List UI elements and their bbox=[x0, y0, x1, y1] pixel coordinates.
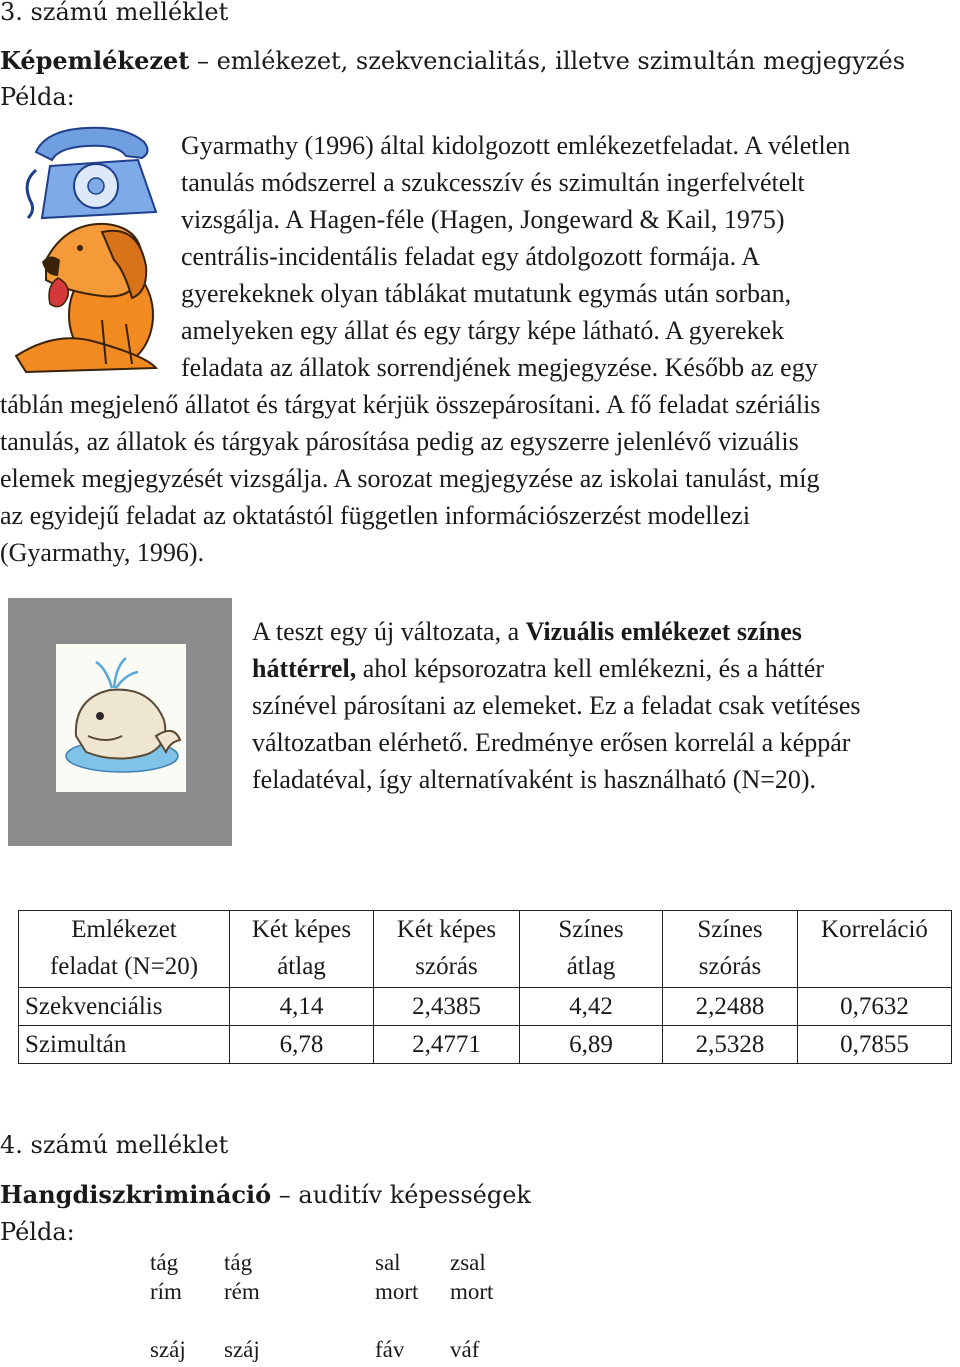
appendix4-title-rest: – auditív képességek bbox=[271, 1181, 531, 1209]
telephone-and-dog-illustration bbox=[6, 120, 176, 378]
para1-line-11: az egyidejű feladat az oktatástól független információszerzést modellezi bbox=[0, 501, 751, 530]
table-cell: 4,42 bbox=[520, 988, 663, 1026]
table-cell: 0,7855 bbox=[798, 1026, 952, 1064]
word-cell: rém bbox=[224, 1279, 260, 1304]
appendix4-title-bold: Hangdiszkrimináció bbox=[0, 1180, 272, 1209]
para2-line2-rest: ahol képsorozatra kell emlékezni, és a háttér bbox=[356, 654, 824, 683]
word-cell: fáv bbox=[375, 1337, 405, 1362]
word-cell: száj bbox=[150, 1337, 186, 1362]
appendix3-para1-wrapped bbox=[181, 127, 850, 386]
para1-line-3: vizsgálja. A Hagen-féle (Hagen, Jongeward & Kail, 1975) bbox=[181, 205, 785, 234]
table-header-row bbox=[19, 911, 952, 988]
table-row bbox=[19, 988, 952, 1026]
para1-line-10: elemek megjegyzését vizsgálja. A sorozat megjegyzése az iskolai tanulást, míg bbox=[0, 464, 820, 493]
word-cell: rím bbox=[150, 1279, 182, 1304]
dog-icon bbox=[16, 224, 156, 372]
word-cell: váf bbox=[450, 1337, 480, 1362]
appendix3-para2 bbox=[252, 613, 861, 798]
appendix3-title-bold: Képemlékezet bbox=[0, 46, 190, 75]
appendix4-example-label: Példa: bbox=[0, 1218, 75, 1246]
appendix3-example-label: Példa: bbox=[0, 83, 75, 111]
para1-line-2: tanulás módszerrel a szukcesszív és szimultán ingerfelvételt bbox=[181, 168, 805, 197]
word-cell: száj bbox=[224, 1337, 260, 1362]
table-cell: Szekvenciális bbox=[19, 988, 230, 1026]
para1-line-7: feladata az állatok sorrendjének megjegyzése. Később az egy bbox=[181, 353, 818, 382]
table-cell: 2,4771 bbox=[374, 1026, 520, 1064]
para1-line-12: (Gyarmathy, 1996). bbox=[0, 538, 205, 567]
para2-line2-bold: háttérrel, bbox=[252, 654, 357, 683]
para2-line-4: változatban elérhető. Eredménye erősen korrelál a képpár bbox=[252, 728, 851, 757]
table-header-cell: Két képes átlag bbox=[230, 911, 374, 988]
para1-line-4: centrális-incidentális feladat egy átdolgozott formája. A bbox=[181, 242, 761, 271]
para1-line-8: táblán megjelenő állatot és tárgyat kérjük összepárosítani. A fő feladat szériális bbox=[0, 390, 821, 419]
whale-illustration bbox=[56, 644, 186, 792]
table-cell: 0,7632 bbox=[798, 988, 952, 1026]
word-cell: tág bbox=[150, 1250, 179, 1275]
word-cell: zsal bbox=[450, 1250, 486, 1275]
para2-line1-pre: A teszt egy új változata, a bbox=[252, 617, 526, 646]
para2-line-5: feladatéval, így alternatívaként is használható (N=20). bbox=[252, 765, 817, 794]
table-cell: 6,78 bbox=[230, 1026, 374, 1064]
appendix4-heading: 4. számú melléklet bbox=[0, 1131, 229, 1159]
appendix3-title-rest: – emlékezet, szekvencialitás, illetve szimultán megjegyzés bbox=[189, 47, 906, 75]
word-cell: mort bbox=[450, 1279, 494, 1304]
table-row bbox=[19, 1026, 952, 1064]
table-cell: 2,5328 bbox=[663, 1026, 798, 1064]
appendix3-para1-full bbox=[0, 386, 820, 571]
table-cell: Szimultán bbox=[19, 1026, 230, 1064]
word-cell: tág bbox=[224, 1250, 253, 1275]
para2-line-1 bbox=[252, 613, 861, 650]
para1-line-1: Gyarmathy (1996) által kidolgozott emlékezetfeladat. A véletlen bbox=[181, 131, 851, 160]
table-cell: 2,2488 bbox=[663, 988, 798, 1026]
para2-line1-bold: Vizuális emlékezet színes bbox=[525, 617, 802, 646]
appendix3-heading: 3. számú melléklet bbox=[0, 0, 229, 26]
results-table bbox=[18, 910, 952, 1064]
para2-line-3: színével párosítani az elemeket. Ez a feladat csak vetítéses bbox=[252, 691, 861, 720]
table-header-cell: Színes szórás bbox=[663, 911, 798, 988]
word-cell: sal bbox=[375, 1250, 401, 1275]
table-cell: 6,89 bbox=[520, 1026, 663, 1064]
whale-card bbox=[8, 598, 232, 846]
table-cell: 2,4385 bbox=[374, 988, 520, 1026]
appendix4-title bbox=[0, 1176, 531, 1214]
table-header-cell: Korreláció bbox=[798, 911, 952, 988]
table-header-cell: Színes átlag bbox=[520, 911, 663, 988]
para1-line-9: tanulás, az állatok és tárgyak párosítása pedig az egyszerre jelenlévő vizuális bbox=[0, 427, 799, 456]
table-cell: 4,14 bbox=[230, 988, 374, 1026]
telephone-icon bbox=[27, 128, 156, 218]
appendix3-title bbox=[0, 42, 905, 80]
table-header-cell: Emlékezet feladat (N=20) bbox=[19, 911, 230, 988]
word-cell: mort bbox=[375, 1279, 419, 1304]
para1-line-5: gyerekeknek olyan táblákat mutatunk egymás után sorban, bbox=[181, 279, 792, 308]
table-header-cell: Két képes szórás bbox=[374, 911, 520, 988]
para1-line-6: amelyeken egy állat és egy tárgy képe látható. A gyerekek bbox=[181, 316, 785, 345]
para2-line-2 bbox=[252, 650, 861, 687]
